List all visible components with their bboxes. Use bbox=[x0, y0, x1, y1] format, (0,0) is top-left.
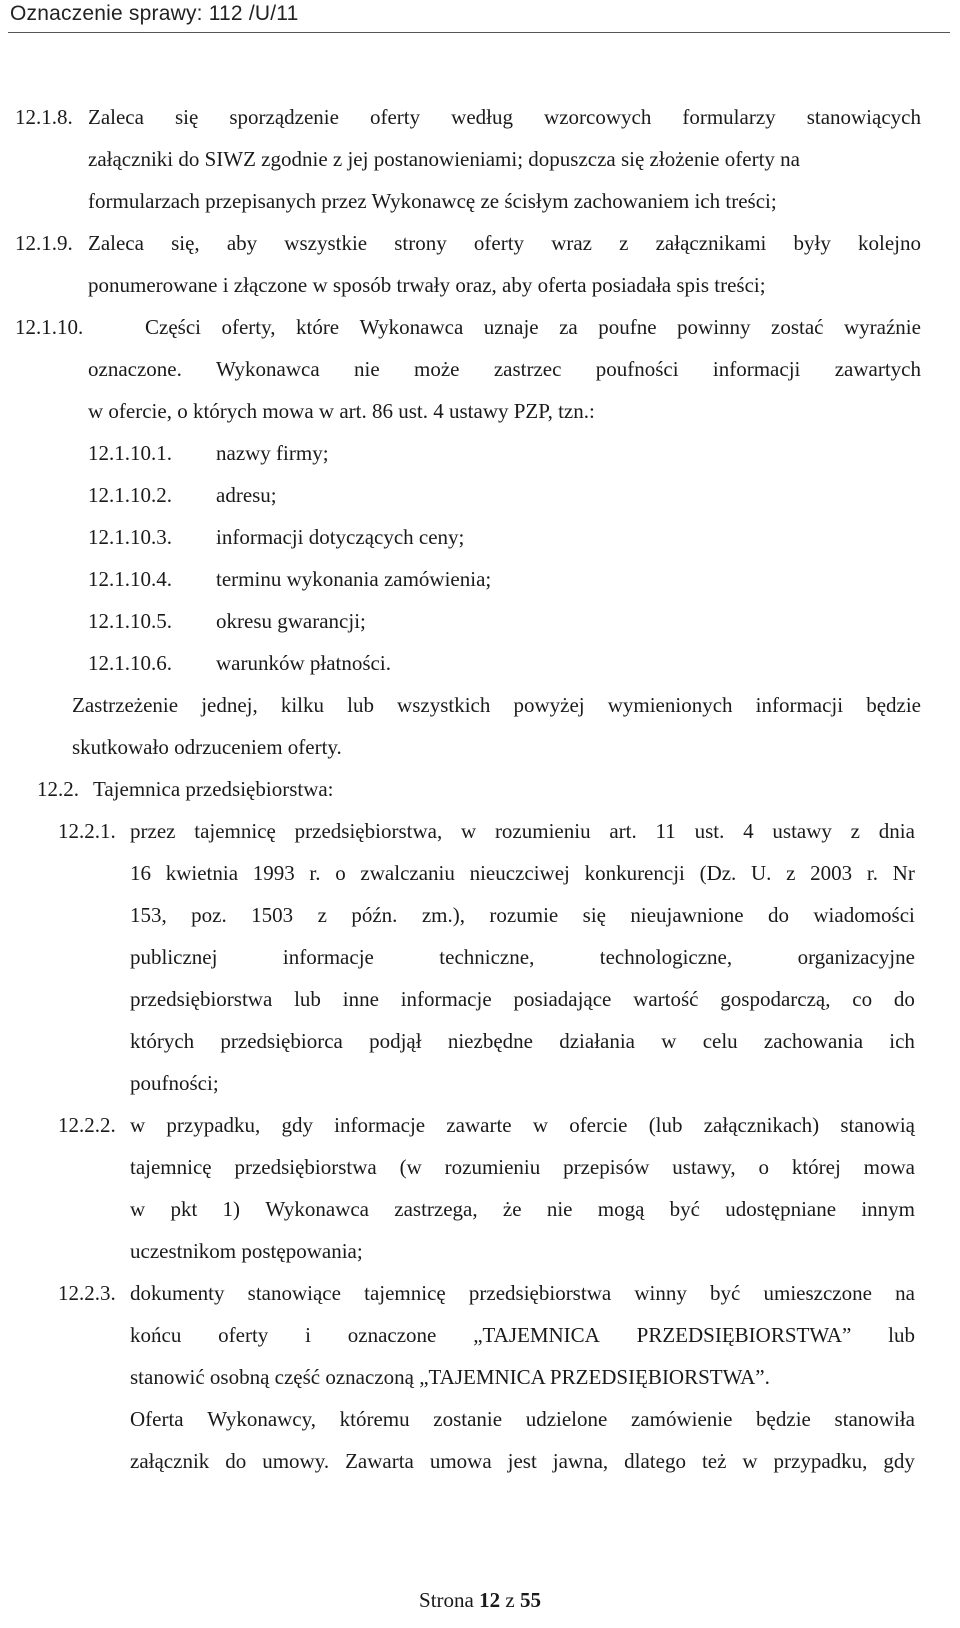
total-pages: 55 bbox=[519, 1588, 541, 1612]
word: rozumieniu bbox=[444, 1155, 541, 1179]
word: (w bbox=[399, 1155, 422, 1179]
justified-line bbox=[130, 1188, 915, 1230]
word: Wykonawcy, bbox=[207, 1407, 317, 1431]
page-footer bbox=[0, 1588, 960, 1613]
word: wszystkie bbox=[284, 231, 368, 255]
word: umowa bbox=[429, 1449, 492, 1473]
word: technologiczne, bbox=[599, 945, 733, 969]
word: Wykonawca bbox=[216, 357, 320, 381]
word: Zaleca bbox=[88, 231, 144, 255]
word: przypadku, bbox=[773, 1449, 868, 1473]
word: przedsiębiorstwa, bbox=[294, 819, 443, 843]
word: winny bbox=[634, 1281, 687, 1305]
subpoint-text: terminu wykonania zamówienia; bbox=[216, 567, 492, 591]
word: strony bbox=[394, 231, 447, 255]
word: nie bbox=[546, 1197, 573, 1221]
case-mark: Oznaczenie sprawy: 112 /U/11 bbox=[10, 2, 299, 25]
word: umowy. bbox=[262, 1449, 330, 1473]
word: zostać bbox=[771, 315, 824, 339]
word: będzie bbox=[756, 1407, 811, 1431]
word: nieujawnione bbox=[630, 903, 744, 927]
word: ustawy, bbox=[672, 1155, 736, 1179]
word: 2003 bbox=[810, 861, 853, 885]
section-title: Tajemnica przedsiębiorstwa: bbox=[93, 777, 334, 801]
subpoint-number: 12.1.10.4. bbox=[88, 567, 172, 591]
word: przypadku, bbox=[166, 1113, 261, 1137]
word: końcu bbox=[130, 1323, 182, 1347]
word: zastrzega, bbox=[394, 1197, 478, 1221]
word: uznaje bbox=[483, 315, 539, 339]
word: stanowiła bbox=[834, 1407, 915, 1431]
word: poufności bbox=[595, 357, 679, 381]
word: do bbox=[893, 987, 915, 1011]
point-number: 12.1.10. bbox=[15, 315, 84, 339]
word: gospodarczą, bbox=[720, 987, 831, 1011]
justified-line bbox=[130, 978, 915, 1020]
word: że bbox=[502, 1197, 522, 1221]
justified-line bbox=[72, 684, 921, 726]
subpoint-text: warunków płatności. bbox=[216, 651, 391, 675]
word: Nr bbox=[892, 861, 915, 885]
word: rozumieniu bbox=[494, 819, 591, 843]
point-number: 12.2.2. bbox=[58, 1113, 116, 1137]
word: tajemnicę bbox=[130, 1155, 212, 1179]
text-line: oznaczone. bbox=[88, 357, 182, 381]
word: wartość bbox=[633, 987, 699, 1011]
word: z bbox=[317, 903, 327, 927]
word: 1503 bbox=[251, 903, 294, 927]
point-number: 12.1.8. bbox=[15, 105, 73, 129]
justified-line bbox=[145, 306, 921, 348]
justified-line bbox=[216, 348, 921, 390]
word: do bbox=[767, 903, 789, 927]
word: oferty bbox=[369, 105, 421, 129]
word: kolejno bbox=[858, 231, 921, 255]
word: przedsiębiorstwa bbox=[234, 1155, 377, 1179]
justified-line bbox=[88, 222, 921, 264]
word: lub bbox=[347, 693, 374, 717]
point-number: 12.1.9. bbox=[15, 231, 73, 255]
subpoint-text: adresu; bbox=[216, 483, 277, 507]
word: wszystkich bbox=[397, 693, 491, 717]
word: oferty bbox=[473, 231, 525, 255]
text-line: stanowić osobną część oznaczoną „TAJEMNICA PRZEDSIĘBIORSTWA”. bbox=[130, 1365, 770, 1389]
word: celu bbox=[702, 1029, 738, 1053]
word: PRZEDSIĘBIORSTWA” bbox=[636, 1323, 852, 1347]
word: załącznik bbox=[130, 1449, 210, 1473]
word: późn. bbox=[351, 903, 398, 927]
word: nie bbox=[354, 357, 380, 381]
word: Wykonawca bbox=[359, 315, 464, 339]
word: posiadające bbox=[513, 987, 612, 1011]
word: zachowania bbox=[763, 1029, 864, 1053]
text-line: ponumerowane i złączone w sposób trwały oraz, aby oferta posiadała spis treści; bbox=[88, 273, 766, 297]
current-page: 12 bbox=[479, 1588, 501, 1612]
word: r. bbox=[866, 861, 878, 885]
word: wraz bbox=[551, 231, 592, 255]
word: zawarte bbox=[446, 1113, 512, 1137]
justified-line bbox=[130, 1020, 915, 1062]
word: co bbox=[852, 987, 873, 1011]
subpoint-text: informacji dotyczących ceny; bbox=[216, 525, 465, 549]
word: informacje bbox=[400, 987, 492, 1011]
word: stanowią bbox=[840, 1113, 915, 1137]
word: o bbox=[335, 861, 346, 885]
word: mowa bbox=[863, 1155, 915, 1179]
word: publicznej bbox=[130, 945, 218, 969]
justified-line bbox=[130, 1398, 915, 1440]
word: kwietnia bbox=[165, 861, 239, 885]
word: do bbox=[225, 1449, 247, 1473]
header-rule bbox=[8, 32, 950, 33]
word: dnia bbox=[878, 819, 915, 843]
word: tajemnicę bbox=[194, 819, 276, 843]
word: w bbox=[460, 819, 477, 843]
word: oferty bbox=[218, 1323, 269, 1347]
word: wyraźnie bbox=[843, 315, 921, 339]
justified-line bbox=[130, 1104, 915, 1146]
text-line: w ofercie, o których mowa w art. 86 ust. 4 ustawy PZP, tzn.: bbox=[88, 399, 595, 423]
word: przedsiębiorstwa bbox=[468, 1281, 612, 1305]
word: Zaleca bbox=[88, 105, 144, 129]
word: Części bbox=[145, 315, 201, 339]
word: w bbox=[742, 1449, 758, 1473]
word: z bbox=[850, 819, 860, 843]
word: poufne bbox=[598, 315, 657, 339]
justified-line bbox=[130, 936, 915, 978]
word: wiadomości bbox=[813, 903, 915, 927]
word: umieszczone bbox=[763, 1281, 872, 1305]
word: z bbox=[619, 231, 629, 255]
word: z bbox=[786, 861, 796, 885]
point-number: 12.2.3. bbox=[58, 1281, 116, 1305]
text-line: uczestnikom postępowania; bbox=[130, 1239, 363, 1263]
word: przez bbox=[130, 819, 176, 843]
word: oferty, bbox=[221, 315, 276, 339]
word: któremu bbox=[339, 1407, 410, 1431]
word: podjął bbox=[369, 1029, 422, 1053]
word: informacje bbox=[282, 945, 374, 969]
word: w bbox=[130, 1113, 146, 1137]
text-line: poufności; bbox=[130, 1071, 219, 1095]
section-number: 12.2. bbox=[37, 777, 79, 801]
word: 16 bbox=[130, 861, 151, 885]
word: r. bbox=[309, 861, 321, 885]
word: 153, bbox=[130, 903, 167, 927]
word: zastrzec bbox=[493, 357, 562, 381]
word: inne bbox=[342, 987, 379, 1011]
word: w bbox=[532, 1113, 548, 1137]
word: jednej, bbox=[201, 693, 258, 717]
word: aby bbox=[226, 231, 258, 255]
word: stanowiących bbox=[806, 105, 921, 129]
word: poz. bbox=[191, 903, 227, 927]
word: się bbox=[174, 105, 199, 129]
word: o bbox=[758, 1155, 769, 1179]
justified-line bbox=[130, 894, 915, 936]
word: zwalczaniu bbox=[360, 861, 455, 885]
word: jest bbox=[507, 1449, 537, 1473]
word: się, bbox=[171, 231, 200, 255]
word: zamówienie bbox=[630, 1407, 733, 1431]
word: ofercie bbox=[569, 1113, 628, 1137]
word: kilku bbox=[280, 693, 325, 717]
word: zostanie bbox=[433, 1407, 503, 1431]
word: organizacyjne bbox=[797, 945, 915, 969]
word: informacji bbox=[755, 693, 844, 717]
text-line: skutkowało odrzuceniem oferty. bbox=[72, 735, 342, 759]
footer-prefix: Strona bbox=[419, 1588, 474, 1612]
word: według bbox=[451, 105, 513, 129]
word: w bbox=[130, 1197, 146, 1221]
word: być bbox=[669, 1197, 700, 1221]
justified-line bbox=[130, 852, 915, 894]
word: przedsiębiorstwa bbox=[130, 987, 273, 1011]
word: też bbox=[701, 1449, 727, 1473]
word: Oferta bbox=[130, 1407, 184, 1431]
word: konkurencji bbox=[584, 861, 685, 885]
word: które bbox=[295, 315, 340, 339]
text-line: załączniki do SIWZ zgodnie z jej postanowieniami; dopuszcza się złożenie oferty na bbox=[88, 147, 800, 171]
word: działania bbox=[559, 1029, 636, 1053]
word: i bbox=[305, 1323, 311, 1347]
subpoint-number: 12.1.10.6. bbox=[88, 651, 172, 675]
justified-line bbox=[130, 1314, 915, 1356]
word: być bbox=[710, 1281, 741, 1305]
word: mogą bbox=[597, 1197, 645, 1221]
word: udostępniane bbox=[725, 1197, 837, 1221]
word: techniczne, bbox=[439, 945, 535, 969]
word: stanowiące bbox=[247, 1281, 341, 1305]
word: w bbox=[661, 1029, 677, 1053]
justified-line bbox=[88, 96, 921, 138]
word: rozumie bbox=[489, 903, 559, 927]
word: U. bbox=[751, 861, 772, 885]
word: przedsiębiorca bbox=[220, 1029, 343, 1053]
justified-line bbox=[130, 1440, 915, 1482]
word: lub bbox=[294, 987, 321, 1011]
justified-line bbox=[130, 1146, 915, 1188]
word: przepisów bbox=[563, 1155, 650, 1179]
word: art. bbox=[609, 819, 637, 843]
word: lub bbox=[888, 1323, 915, 1347]
word: będzie bbox=[866, 693, 921, 717]
word: 1993 bbox=[252, 861, 295, 885]
word: wymienionych bbox=[607, 693, 733, 717]
word: ust. bbox=[694, 819, 725, 843]
word: (Dz. bbox=[699, 861, 737, 885]
word: której bbox=[791, 1155, 841, 1179]
subpoint-number: 12.1.10.3. bbox=[88, 525, 172, 549]
word: sporządzenie bbox=[229, 105, 339, 129]
word: innym bbox=[861, 1197, 915, 1221]
word: gdy bbox=[281, 1113, 313, 1137]
subpoint-number: 12.1.10.1. bbox=[88, 441, 172, 465]
word: Zawarta bbox=[345, 1449, 414, 1473]
word: dlatego bbox=[624, 1449, 686, 1473]
word: nieuczciwej bbox=[469, 861, 570, 885]
word: 1) bbox=[222, 1197, 241, 1221]
word: zm.), bbox=[421, 903, 465, 927]
subpoint-number: 12.1.10.5. bbox=[88, 609, 172, 633]
footer-mid: z bbox=[505, 1588, 515, 1612]
word: Wykonawca bbox=[265, 1197, 369, 1221]
text-line: formularzach przepisanych przez Wykonawcę ze ścisłym zachowaniem ich treści; bbox=[88, 189, 777, 213]
word: zawartych bbox=[834, 357, 921, 381]
word: 11 bbox=[655, 819, 676, 843]
word: powinny bbox=[677, 315, 751, 339]
word: (lub bbox=[648, 1113, 683, 1137]
word: pkt bbox=[170, 1197, 198, 1221]
word: tajemnicę bbox=[364, 1281, 446, 1305]
word: się bbox=[582, 903, 606, 927]
word: „TAJEMNICA bbox=[473, 1323, 600, 1347]
word: oznaczone bbox=[347, 1323, 437, 1347]
word: jawna, bbox=[552, 1449, 609, 1473]
word: wzorcowych bbox=[544, 105, 652, 129]
point-number: 12.2.1. bbox=[58, 819, 116, 843]
word: Zastrzeżenie bbox=[72, 693, 179, 717]
justified-line bbox=[130, 1272, 915, 1314]
word: udzielone bbox=[525, 1407, 608, 1431]
word: niezbędne bbox=[447, 1029, 533, 1053]
word: informacji bbox=[712, 357, 801, 381]
subpoint-text: nazwy firmy; bbox=[216, 441, 329, 465]
word: załącznikami bbox=[655, 231, 767, 255]
word: formularzy bbox=[682, 105, 776, 129]
word: 4 bbox=[743, 819, 754, 843]
subpoint-number: 12.1.10.2. bbox=[88, 483, 172, 507]
subpoint-text: okresu gwarancji; bbox=[216, 609, 366, 633]
word: załącznikach) bbox=[703, 1113, 820, 1137]
word: na bbox=[895, 1281, 915, 1305]
word: były bbox=[793, 231, 831, 255]
word: ustawy bbox=[772, 819, 832, 843]
word: dokumenty bbox=[130, 1281, 225, 1305]
word: informacje bbox=[334, 1113, 426, 1137]
word: powyżej bbox=[513, 693, 585, 717]
word: których bbox=[130, 1029, 195, 1053]
justified-line bbox=[130, 810, 915, 852]
word: gdy bbox=[883, 1449, 915, 1473]
word: ich bbox=[889, 1029, 915, 1053]
word: za bbox=[559, 315, 578, 339]
word: może bbox=[414, 357, 460, 381]
